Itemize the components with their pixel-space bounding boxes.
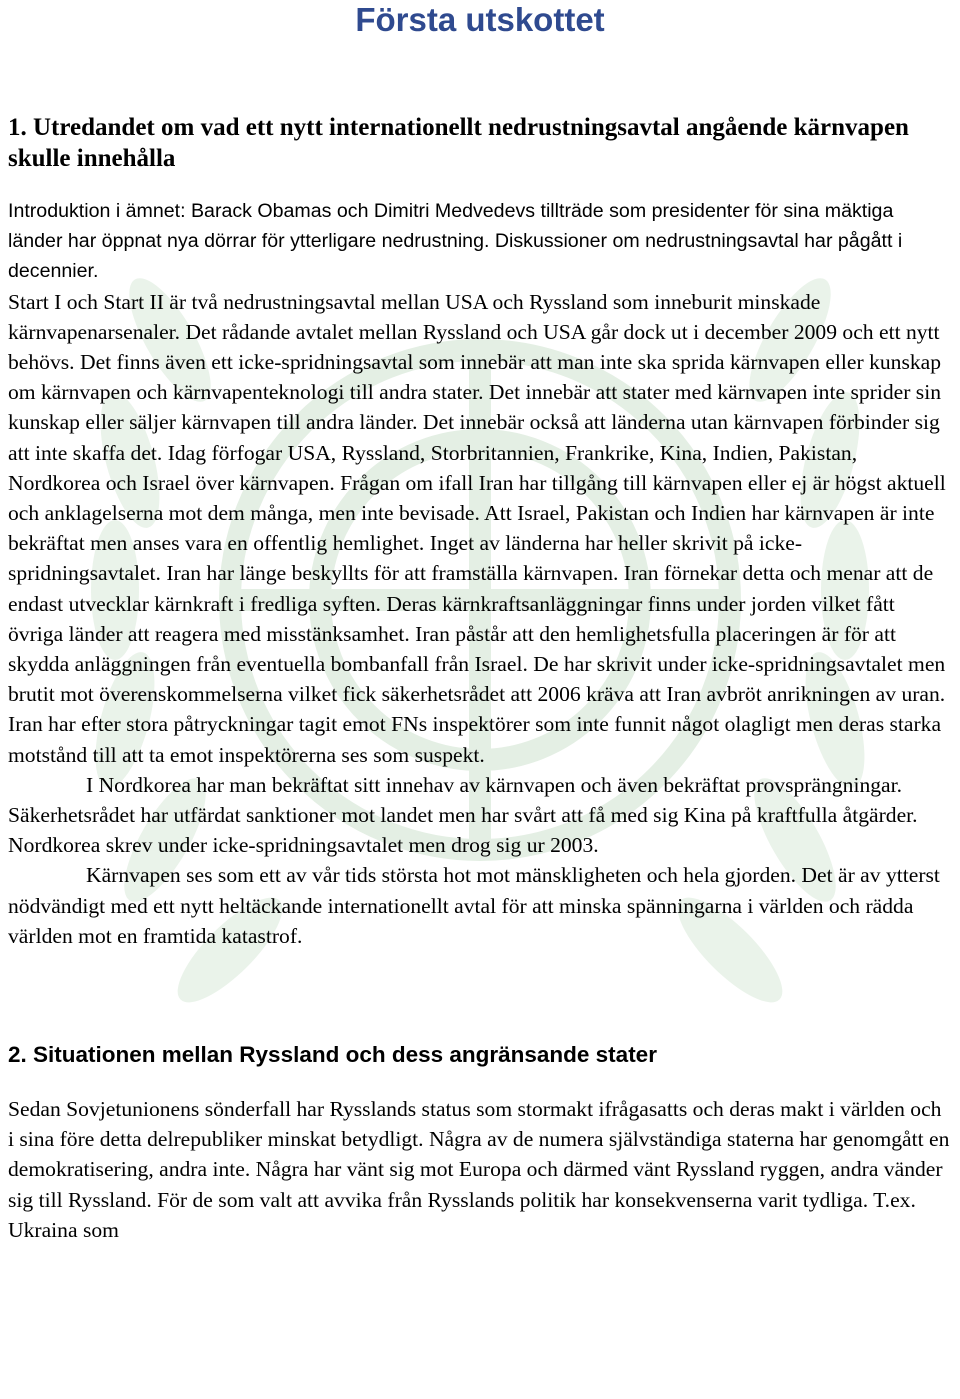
section-2-heading: 2. Situationen mellan Ryssland och dess angränsande stater — [8, 1042, 657, 1068]
section-2-body: Sedan Sovjetunionens sönderfall har Rysslands status som stormakt ifrågasatts och deras makt i världen och i sina före detta delrepubliker minskat betydligt. Några av de numera självständiga staterna har genomgått en demokratisering, andra inte. Några har vänt sig mot Europa och därmed vänt Ryssland ryggen, andra vänder sig till Ryssland. För de som valt att avvika från Rysslands politik har konsekvenserna varit tydliga. T.ex. Ukraina som — [8, 1097, 950, 1242]
page-title: Första utskottet — [355, 1, 605, 38]
section-1-intro: Introduktion i ämnet: Barack Obamas och Dimitri Medvedevs tillträde som presidenter för sina mäktiga länder har öppnat nya dörrar för ytterligare nedrustning. Diskussioner om nedrustningsavtal har pågått i decennier. — [8, 200, 903, 283]
section-1-korea: I Nordkorea har man bekräftat sitt innehav av kärnvapen och även bekräftat provsprängningar. Säkerhetsrådet har utfärdat sanktioner mot landet men har svårt att få med sig Kina på kraftfulla åtgärder. Nordkorea skrev under icke-spridningsavtalet men drog sig ur 2003. — [8, 772, 918, 858]
section-1-heading: 1. Utredandet om vad ett nytt internationellt nedrustningsavtal angående kärnvapen skulle innehålla — [8, 114, 909, 172]
section-1-conclusion: Kärnvapen ses som ett av vår tids största hot mot mänskligheten och hela gjorden. Det är av ytterst nödvändigt med ett nytt heltäckande internationellt avtal för att minska spänningarna i världen och rädda världen mot en framtida katastrof. — [8, 863, 940, 948]
section-1-body: Start I och Start II är två nedrustningsavtal mellan USA och Ryssland som inneburit minskade kärnvapenarsenaler. Det rådande avtalet mellan Ryssland och USA går dock ut i december 2009 och ett nytt behövs. Det finns även ett icke-spridningsavtal som innebär att man inte ska sprida kärnvapen eller kunskap om kärnvapen och kärnvapenteknologi till andra stater. Det innebär att stater med kärnvapen inte sprider sin kunskap eller säljer kärnvapen till andra länder. Det innebär också att länderna utan kärnvapen förbinder sig att inte skaffa det. Idag förfogar USA, Ryssland, Storbritannien, Frankrike, Kina, Indien, Pakistan, Nordkorea och Israel över kärnvapen. Frågan om ifall Iran har tillgång till kärnvapen eller ej är högst aktuell och anklagelserna mot dem många, men inte bevisade. Att Israel, Pakistan och Indien har kärnvapen är inte bekräftat men anses vara en offentlig hemlighet. Inget av länderna har heller skrivit på icke-spridningsavtalet. Iran har länge beskyllts för att framställa kärnvapen. Iran förnekar detta och menar att de endast utvecklar kärnkraft i fredliga syften. Deras kärnkraftsanläggningar finns under jorden vilket fått övriga länder att reagera med misstänksamhet. Iran påstår att den hemlighetsfulla placeringen är för att skydda anläggningen från eventuella bombanfall från Israel. De har skrivit under icke-spridningsavtalet men brutit mot överenskommelserna vilket fick säkerhetsrådet att 2006 kräva att Iran avbröt anrikningen av uran. Iran har efter stora påtryckningar tagit emot FNs inspektörer som inte funnit något olagligt men deras starka motstånd till att ta emot inspektörerna ses som suspekt. — [8, 289, 946, 767]
